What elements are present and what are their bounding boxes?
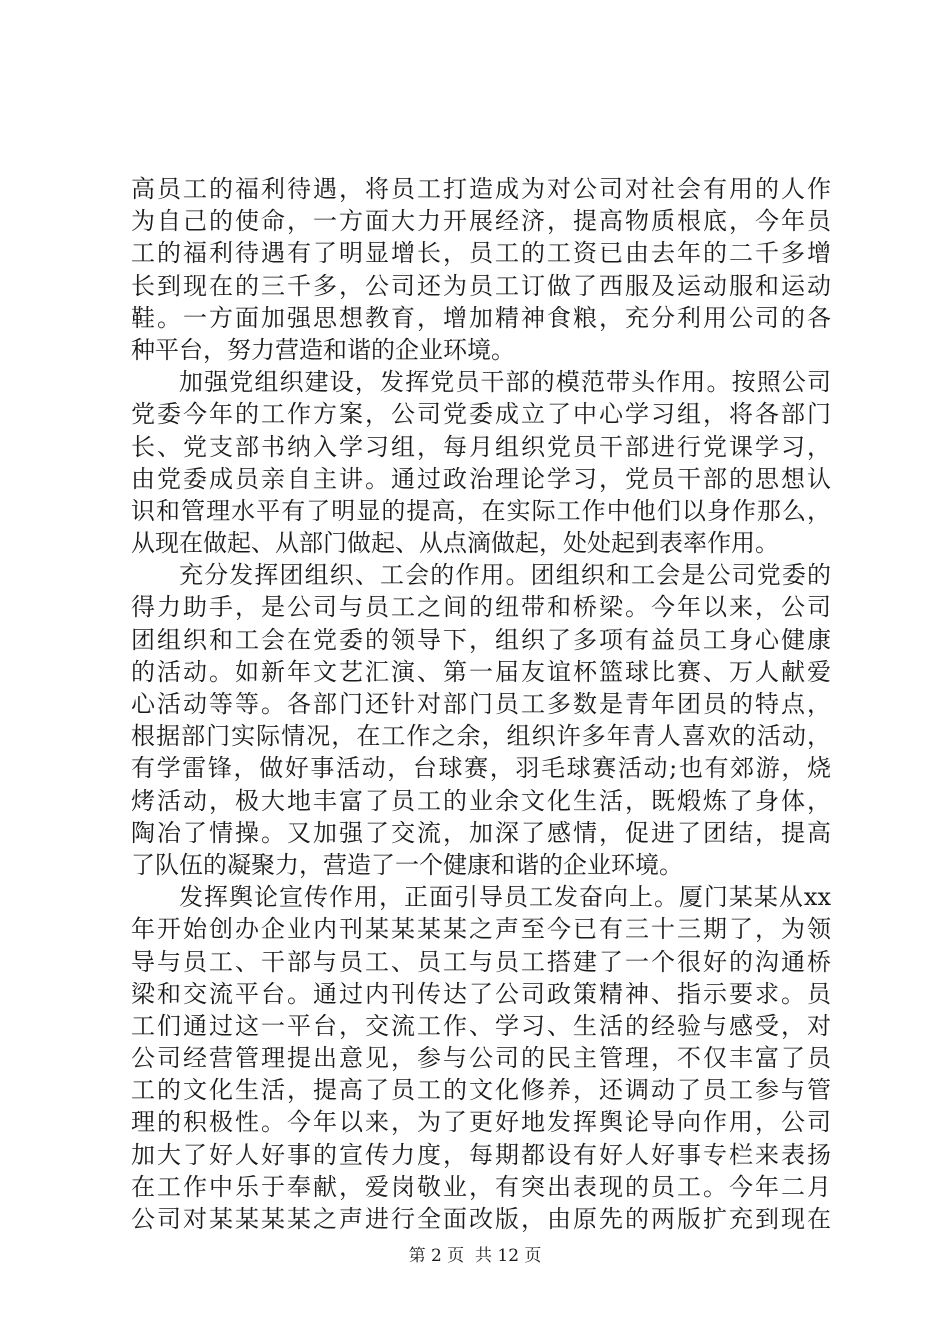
text-line: 工们通过这一平台，交流工作、学习、生活的经验与感受，对 — [131, 1011, 831, 1040]
paragraph-first-line: 发挥舆论宣传作用，正面引导员工发奋向上。厦门某某从xx — [179, 883, 831, 912]
text-line: 鞋。一方面加强思想教育，增加精神食粮，充分利用公司的各 — [131, 303, 831, 332]
text-line: 高员工的福利待遇，将员工打造成为对公司对社会有用的人作 — [131, 175, 831, 203]
text-line: 得力助手，是公司与员工之间的纽带和桥梁。今年以来，公司 — [131, 593, 831, 622]
text-line: 理的积极性。今年以来，为了更好地发挥舆论导向作用，公司 — [131, 1108, 831, 1137]
text-line: 党委今年的工作方案，公司党委成立了中心学习组，将各部门 — [131, 400, 831, 429]
text-line: 有学雷锋，做好事活动，台球赛，羽毛球赛活动;也有郊游，烧 — [131, 754, 831, 783]
text-line: 年开始创办企业内刊某某某某之声至今已有三十三期了，为领 — [131, 915, 831, 944]
text-line: 的活动。如新年文艺汇演、第一届友谊杯篮球比赛、万人献爱 — [131, 657, 831, 686]
paragraph-first-line: 加强党组织建设，发挥党员干部的模范带头作用。按照公司 — [179, 368, 831, 397]
text-line: 工的福利待遇有了明显增长，员工的工资已由去年的二千多增 — [131, 239, 831, 268]
page-number-footer: 第 2 页 共 12 页 — [408, 1246, 542, 1266]
text-line: 根据部门实际情况，在工作之余，组织许多年青人喜欢的活动， — [131, 722, 831, 751]
text-line: 了队伍的凝聚力，营造了一个健康和谐的企业环境。 — [131, 850, 683, 879]
text-line: 长到现在的三千多，公司还为员工订做了西服及运动服和运动 — [131, 271, 831, 300]
body-text — [131, 173, 831, 1235]
text-line: 识和管理水平有了明显的提高，在实际工作中他们以身作那么， — [131, 496, 831, 525]
text-line: 梁和交流平台。通过内刊传达了公司政策精神、指示要求。员 — [131, 979, 831, 1008]
text-line: 烤活动，极大地丰富了员工的业余文化生活，既煅炼了身体， — [131, 786, 831, 815]
text-line: 公司对某某某某之声进行全面改版，由原先的两版扩充到现在 — [131, 1205, 831, 1233]
text-line: 加大了好人好事的宣传力度，每期都设有好人好事专栏来表扬 — [131, 1140, 831, 1169]
text-line: 工的文化生活，提高了员工的文化修养，还调动了员工参与管 — [131, 1076, 831, 1105]
text-line: 在工作中乐于奉献，爱岗敬业，有突出表现的员工。今年二月 — [131, 1172, 831, 1201]
text-line: 心活动等等。各部门还针对部门员工多数是青年团员的特点， — [131, 690, 831, 718]
text-line: 公司经营管理提出意见，参与公司的民主管理，不仅丰富了员 — [131, 1044, 831, 1073]
text-line: 长、党支部书纳入学习组，每月组织党员干部进行党课学习， — [131, 432, 831, 461]
paragraph-first-line: 充分发挥团组织、工会的作用。团组织和工会是公司党委的 — [179, 561, 831, 590]
text-line: 种平台，努力营造和谐的企业环境。 — [131, 335, 515, 364]
text-line: 陶冶了情操。又加强了交流，加深了感情，促进了团结，提高 — [131, 818, 831, 847]
text-line: 从现在做起、从部门做起、从点滴做起，处处起到表率作用。 — [131, 529, 779, 558]
text-line: 团组织和工会在党委的领导下，组织了多项有益员工身心健康 — [131, 625, 831, 654]
text-line: 导与员工、干部与员工、员工与员工搭建了一个很好的沟通桥 — [131, 947, 831, 976]
text-line: 为自己的使命，一方面大力开展经济，提高物质根底，今年员 — [131, 207, 831, 236]
text-line: 由党委成员亲自主讲。通过政治理论学习，党员干部的思想认 — [131, 464, 831, 493]
